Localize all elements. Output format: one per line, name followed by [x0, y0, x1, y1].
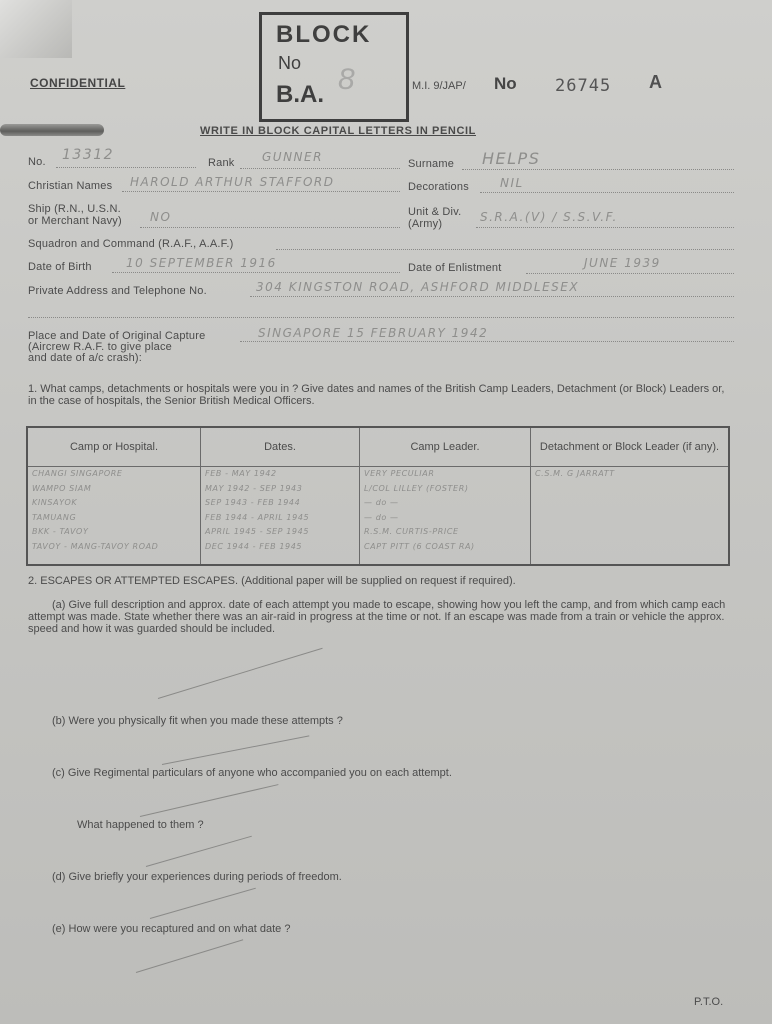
ship-value: NO — [150, 210, 172, 224]
col-header-dates: Dates. — [201, 427, 360, 467]
camp-entry: WAMPO SIAM — [32, 483, 92, 493]
form-number: 26745 — [555, 76, 612, 96]
dob-value: 10 SEPTEMBER 1916 — [126, 256, 277, 270]
camp-entry: CHANGI SINGAPORE — [32, 469, 123, 478]
dob-label: Date of Birth — [28, 261, 92, 273]
leader-cell — [360, 467, 531, 566]
unit-label-line1: Unit & Div. — [408, 206, 462, 218]
surname-label: Surname — [408, 158, 455, 170]
question-2e: (e) How were you recaptured and on what date ? — [52, 923, 291, 935]
ship-label-line1: Ship (R.N., U.S.N. — [28, 203, 121, 215]
leader-entry: L/COL LILLEY (FOSTER) — [364, 483, 469, 493]
confidential-label: CONFIDENTIAL — [30, 76, 126, 90]
detachment-entry: C.S.M. G JARRATT — [535, 469, 615, 478]
question-2a: (a) Give full description and approx. date of each attempt you made to escape, showing how you left the camp, and from which camp each attempt was made. State whether there was an air-raid in progress at the time or not. If an escape was made from a train or vehicle the approx. speed and how it was guarded should be included. — [28, 599, 726, 635]
pencil-stroke — [158, 648, 323, 699]
page-corner — [0, 0, 72, 58]
capture-label — [28, 331, 205, 364]
pencil-stroke — [136, 939, 243, 973]
stamp-line2: No — [278, 53, 302, 73]
enlistment-value: JUNE 1939 — [584, 256, 661, 270]
dates-entry: DEC 1944 - FEB 1945 — [205, 541, 303, 551]
christian-names-label: Christian Names — [28, 180, 113, 192]
camp-entry: KINSAYOK — [32, 498, 78, 507]
pencil-instruction: WRITE IN BLOCK CAPITAL LETTERS IN PENCIL — [200, 125, 476, 137]
question-2b: (b) Were you physically fit when you made these attempts ? — [52, 715, 343, 727]
dates-cell — [201, 467, 360, 566]
table-body-row — [27, 467, 729, 566]
no-value: 13312 — [62, 147, 115, 163]
block-stamp — [259, 12, 409, 122]
col-header-leader: Camp Leader. — [360, 427, 531, 467]
leader-entry: — do — — [364, 498, 399, 507]
camps-table — [26, 426, 730, 566]
capture-label-line3: and date of a/c crash): — [28, 352, 143, 364]
capture-value: SINGAPORE 15 FEBRUARY 1942 — [258, 326, 489, 340]
col-header-detachment: Detachment or Block Leader (if any). — [531, 427, 730, 467]
pencil-stroke — [140, 784, 279, 817]
binder-clip — [0, 124, 104, 136]
pto-label: P.T.O. — [694, 996, 724, 1008]
stamp-number: 8 — [338, 63, 355, 96]
unit-value: S.R.A.(V) / S.S.V.F. — [480, 210, 618, 224]
question-1: 1. What camps, detachments or hospitals were you in ? Give dates and names of the British Camp Leaders, Detachment (or Block) Leaders or, in the case of hospitals, the Senior British Medical Officers. — [28, 383, 725, 407]
number-label: No — [494, 74, 517, 93]
unit-label — [408, 206, 461, 230]
no-label: No. — [28, 156, 46, 168]
stamp-line3: B.A. — [276, 81, 324, 108]
capture-label-line2: (Aircrew R.A.F. to give place — [28, 341, 172, 353]
rank-value: GUNNER — [262, 150, 323, 164]
pencil-stroke — [162, 735, 309, 765]
col-header-camp: Camp or Hospital. — [27, 427, 201, 467]
leader-entry: — do — — [364, 512, 399, 522]
question-2d: (d) Give briefly your experiences during periods of freedom. — [52, 871, 342, 883]
decorations-value: NIL — [500, 176, 524, 190]
rank-label: Rank — [208, 157, 235, 169]
leader-entry: CAPT PITT (6 COAST RA) — [364, 541, 475, 551]
dates-entry: SEP 1943 - FEB 1944 — [205, 498, 301, 507]
surname-value: HELPS — [482, 149, 541, 168]
dates-entry: APRIL 1945 - SEP 1945 — [205, 527, 310, 536]
pencil-stroke — [146, 836, 252, 867]
question-2c: (c) Give Regimental particulars of anyone who accompanied you on each attempt. — [52, 767, 452, 779]
dates-entry: MAY 1942 - SEP 1943 — [205, 483, 303, 493]
ship-label — [28, 203, 122, 227]
table-header-row — [27, 427, 729, 467]
detachment-cell — [531, 467, 730, 566]
dates-entry: FEB - MAY 1942 — [205, 469, 277, 478]
pencil-stroke — [150, 888, 256, 919]
mi-reference: M.I. 9/JAP/ — [412, 80, 466, 92]
capture-label-line1: Place and Date of Original Capture — [28, 330, 206, 342]
question-2-heading: 2. ESCAPES OR ATTEMPTED ESCAPES. (Additional paper will be supplied on request if required). — [28, 575, 516, 587]
address-label: Private Address and Telephone No. — [28, 285, 207, 297]
leader-entry: R.S.M. CURTIS-PRICE — [364, 527, 459, 536]
camp-entry: TAVOY - MANG-TAVOY ROAD — [32, 541, 159, 551]
camp-entry: BKK - TAVOY — [32, 527, 89, 536]
stamp-line1: BLOCK — [276, 21, 372, 48]
squadron-label: Squadron and Command (R.A.F., A.A.F.) — [28, 238, 234, 250]
question-2c-followup: What happened to them ? — [77, 819, 204, 831]
ship-label-line2: or Merchant Navy) — [28, 215, 122, 227]
leader-entry: VERY PECULIAR — [364, 469, 435, 478]
form-letter: A — [649, 72, 662, 92]
decorations-label: Decorations — [408, 181, 469, 193]
christian-names-value: HAROLD ARTHUR STAFFORD — [130, 175, 335, 189]
camp-cell — [27, 467, 201, 566]
camp-entry: TAMUANG — [32, 512, 77, 522]
address-value: 304 KINGSTON ROAD, ASHFORD MIDDLESEX — [256, 280, 580, 294]
enlistment-label: Date of Enlistment — [408, 262, 502, 274]
dates-entry: FEB 1944 - APRIL 1945 — [205, 512, 310, 522]
unit-label-line2: (Army) — [408, 218, 443, 230]
